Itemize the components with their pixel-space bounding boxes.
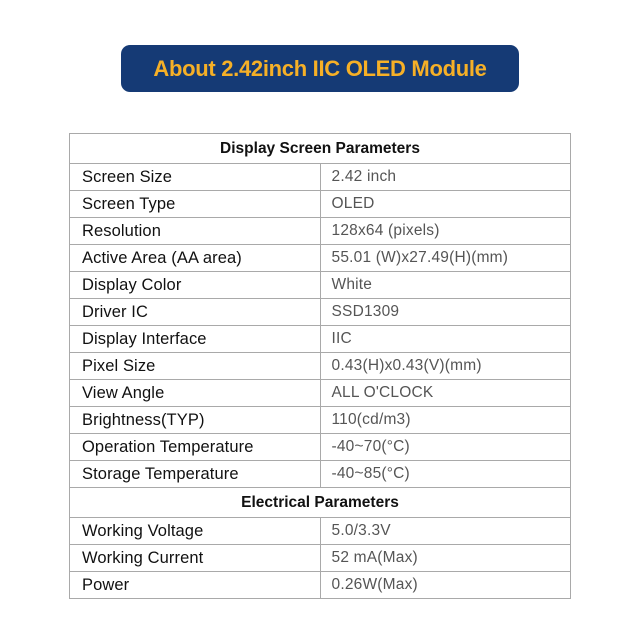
param-value: IIC: [320, 326, 571, 353]
param-label: Display Color: [70, 272, 321, 299]
param-value: SSD1309: [320, 299, 571, 326]
table-row: [70, 434, 571, 461]
param-label: Brightness(TYP): [70, 407, 321, 434]
table-row: [70, 299, 571, 326]
page-title: About 2.42inch IIC OLED Module: [153, 55, 487, 81]
param-value: 0.26W(Max): [320, 572, 571, 599]
param-value: 5.0/3.3V: [320, 518, 571, 545]
title-badge: [121, 45, 519, 92]
param-label: View Angle: [70, 380, 321, 407]
param-value: White: [320, 272, 571, 299]
table-row: [70, 380, 571, 407]
table-row: [70, 218, 571, 245]
table-row: [70, 191, 571, 218]
param-label: Pixel Size: [70, 353, 321, 380]
table-row: [70, 572, 571, 599]
param-label: Resolution: [70, 218, 321, 245]
section-title-electrical: Electrical Parameters: [70, 488, 571, 518]
param-label: Active Area (AA area): [70, 245, 321, 272]
param-value: 0.43(H)x0.43(V)(mm): [320, 353, 571, 380]
param-value: 52 mA(Max): [320, 545, 571, 572]
table-row: [70, 407, 571, 434]
param-label: Storage Temperature: [70, 461, 321, 488]
param-label: Operation Temperature: [70, 434, 321, 461]
section-header-display: [70, 134, 571, 164]
table-row: [70, 461, 571, 488]
param-value: 110(cd/m3): [320, 407, 571, 434]
param-value: ALL O'CLOCK: [320, 380, 571, 407]
param-label: Power: [70, 572, 321, 599]
param-label: Driver IC: [70, 299, 321, 326]
section-header-electrical: [70, 488, 571, 518]
param-label: Working Voltage: [70, 518, 321, 545]
table-row: [70, 164, 571, 191]
section-title-display: Display Screen Parameters: [70, 134, 571, 164]
param-value: -40~85(°C): [320, 461, 571, 488]
table-row: [70, 353, 571, 380]
param-value: OLED: [320, 191, 571, 218]
param-label: Display Interface: [70, 326, 321, 353]
table-row: [70, 272, 571, 299]
parameters-table: [69, 133, 571, 599]
table-row: [70, 545, 571, 572]
table-row: [70, 245, 571, 272]
param-value: 2.42 inch: [320, 164, 571, 191]
table-row: [70, 518, 571, 545]
table-row: [70, 326, 571, 353]
param-label: Working Current: [70, 545, 321, 572]
param-value: -40~70(°C): [320, 434, 571, 461]
param-label: Screen Type: [70, 191, 321, 218]
param-value: 55.01 (W)x27.49(H)(mm): [320, 245, 571, 272]
param-value: 128x64 (pixels): [320, 218, 571, 245]
param-label: Screen Size: [70, 164, 321, 191]
